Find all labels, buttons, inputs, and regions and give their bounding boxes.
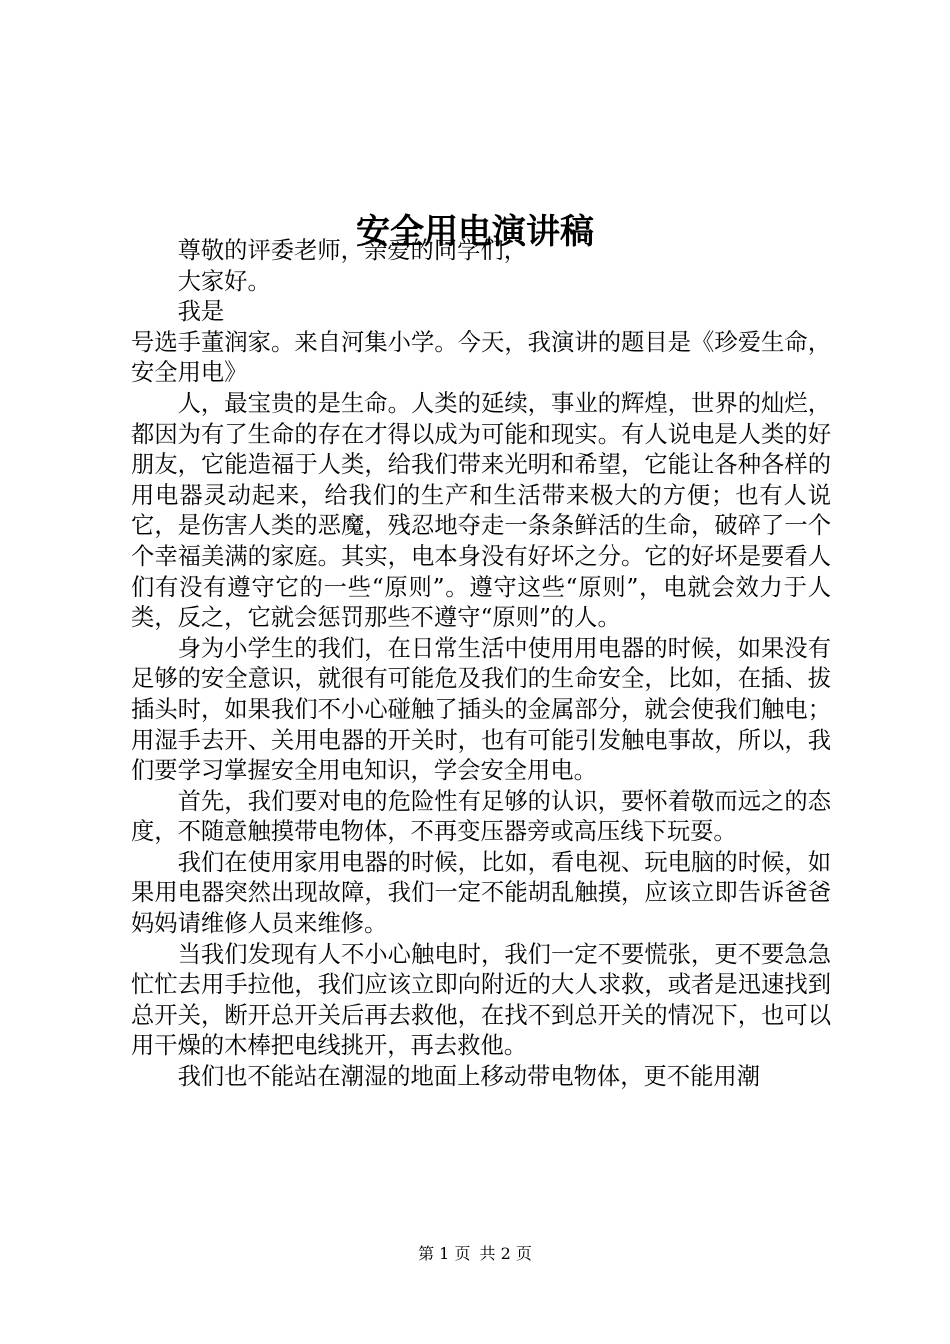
paragraph-first: 首先，我们要对电的危险性有足够的认识，要怀着敬而远之的态度，不随意触摸带电物体，不再变压器旁或高压线下玩耍。 <box>131 787 831 846</box>
paragraph-rescue: 当我们发现有人不小心触电时，我们一定不要慌张，更不要急急忙忙去用手拉他，我们应该立即向附近的大人求救，或者是迅速找到总开关，断开总开关后再去救他，在找不到总开关的情况下，也可以用干燥的木棒把电线挑开，再去救他。 <box>131 940 831 1060</box>
paragraph-students: 身为小学生的我们，在日常生活中使用用电器的时候，如果没有足够的安全意识，就很有可能危及我们的生命安全，比如，在插、拔插头时，如果我们不小心碰触了插头的金属部分，就会使我们触电；用湿手去开、关用电器的开关时，也有可能引发触电事故，所以，我们要学习掌握安全用电知识，学会安全用电。 <box>131 634 831 785</box>
paragraph-appliances: 我们在使用家用电器的时候，比如，看电视、玩电脑的时候，如果用电器突然出现故障，我们一定不能胡乱触摸，应该立即告诉爸爸妈妈请维修人员来维修。 <box>131 848 831 938</box>
page-footer <box>0 1242 950 1266</box>
paragraph-wet-ground: 我们也不能站在潮湿的地面上移动带电物体，更不能用潮 <box>177 1063 761 1091</box>
paragraph-intro-name: 我是 <box>177 298 225 326</box>
paragraph-hello: 大家好。 <box>177 267 271 295</box>
page-number: 第 1 页 <box>418 1244 471 1263</box>
paragraph-life: 人，最宝贵的是生命。人类的延续，事业的辉煌，世界的灿烂，都因为有了生命的存在才得以成为可能和现实。有人说电是人类的好朋友，它能造福于人类，给我们带来光明和希望，它能让各种各样的用电器灵动起来，给我们的生产和生活带来极大的方便；也有人说它，是伤害人类的恶魔，残忍地夺走一条条鲜活的生命，破碎了一个个幸福美满的家庭。其实，电本身没有好坏之分。它的好坏是要看人们有没有遵守它的一些“原则”。遵守这些“原则”，电就会效力于人类，反之，它就会惩罚那些不遵守“原则”的人。 <box>131 389 831 632</box>
document-title: 安全用电演讲稿 <box>356 211 594 252</box>
page-total: 共 2 页 <box>479 1244 532 1263</box>
paragraph-intro-topic: 号选手董润家。来自河集小学。今天，我演讲的题目是《珍爱生命，安全用电》 <box>131 328 831 387</box>
document-body <box>131 236 831 1093</box>
paragraph-greeting: 尊敬的评委老师，亲爱的同学们， <box>177 237 528 264</box>
